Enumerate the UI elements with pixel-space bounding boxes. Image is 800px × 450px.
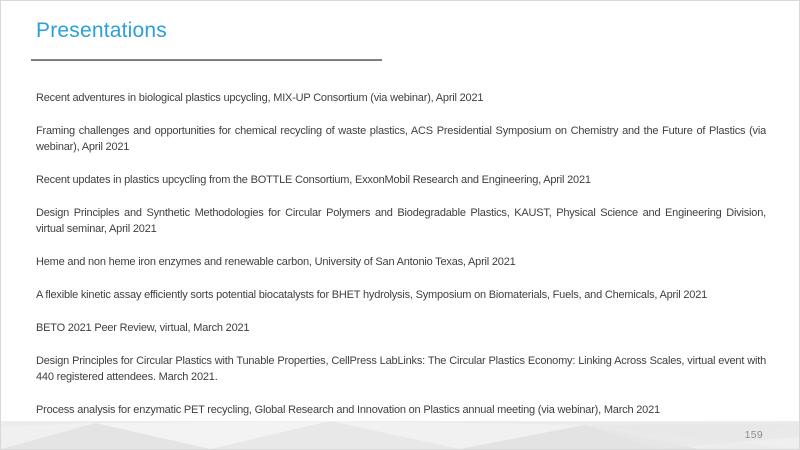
- page-number: 159: [744, 429, 763, 441]
- polygon-pattern-decoration: [1, 421, 799, 449]
- slide-header: [1, 1, 799, 61]
- page-title: Presentations: [36, 19, 168, 42]
- presentation-entry: Recent updates in plastics upcycling from the BOTTLE Consortium, ExxonMobil Research and Engineering, April 2021: [36, 174, 591, 186]
- presentation-entry: Process analysis for enzymatic PET recycling, Global Research and Innovation on Plastics annual meeting (via webinar), March 2021: [36, 404, 660, 416]
- presentation-entry: Framing challenges and opportunities for chemical recycling of waste plastics, ACS Presidential Symposium on Chemistry and the Future of Plastics (via webinar), April 2021: [36, 125, 766, 153]
- presentation-entry: BETO 2021 Peer Review, virtual, March 2021: [36, 322, 250, 334]
- presentation-list: [1, 61, 800, 418]
- presentation-entry: A flexible kinetic assay efficiently sorts potential biocatalysts for BHET hydrolysis, Symposium on Biomaterials, Fuels, and Chemicals, April 2021: [36, 289, 708, 301]
- presentation-entry: Heme and non heme iron enzymes and renewable carbon, University of San Antonio Texas, April 2021: [36, 256, 516, 268]
- presentation-entry: Recent adventures in biological plastics upcycling, MIX-UP Consortium (via webinar), April 2021: [36, 92, 484, 104]
- presentation-entry: Design Principles and Synthetic Methodologies for Circular Polymers and Biodegradable Plastics, KAUST, Physical Science and Engineering Division, virtual seminar, April 2021: [36, 207, 766, 235]
- slide-footer: [1, 421, 799, 449]
- presentation-entry: Design Principles for Circular Plastics with Tunable Properties, CellPress LabLinks: The Circular Plastics Economy: Linking Across Scales, virtual event with 440 registered attendees. March 2021.: [36, 355, 766, 383]
